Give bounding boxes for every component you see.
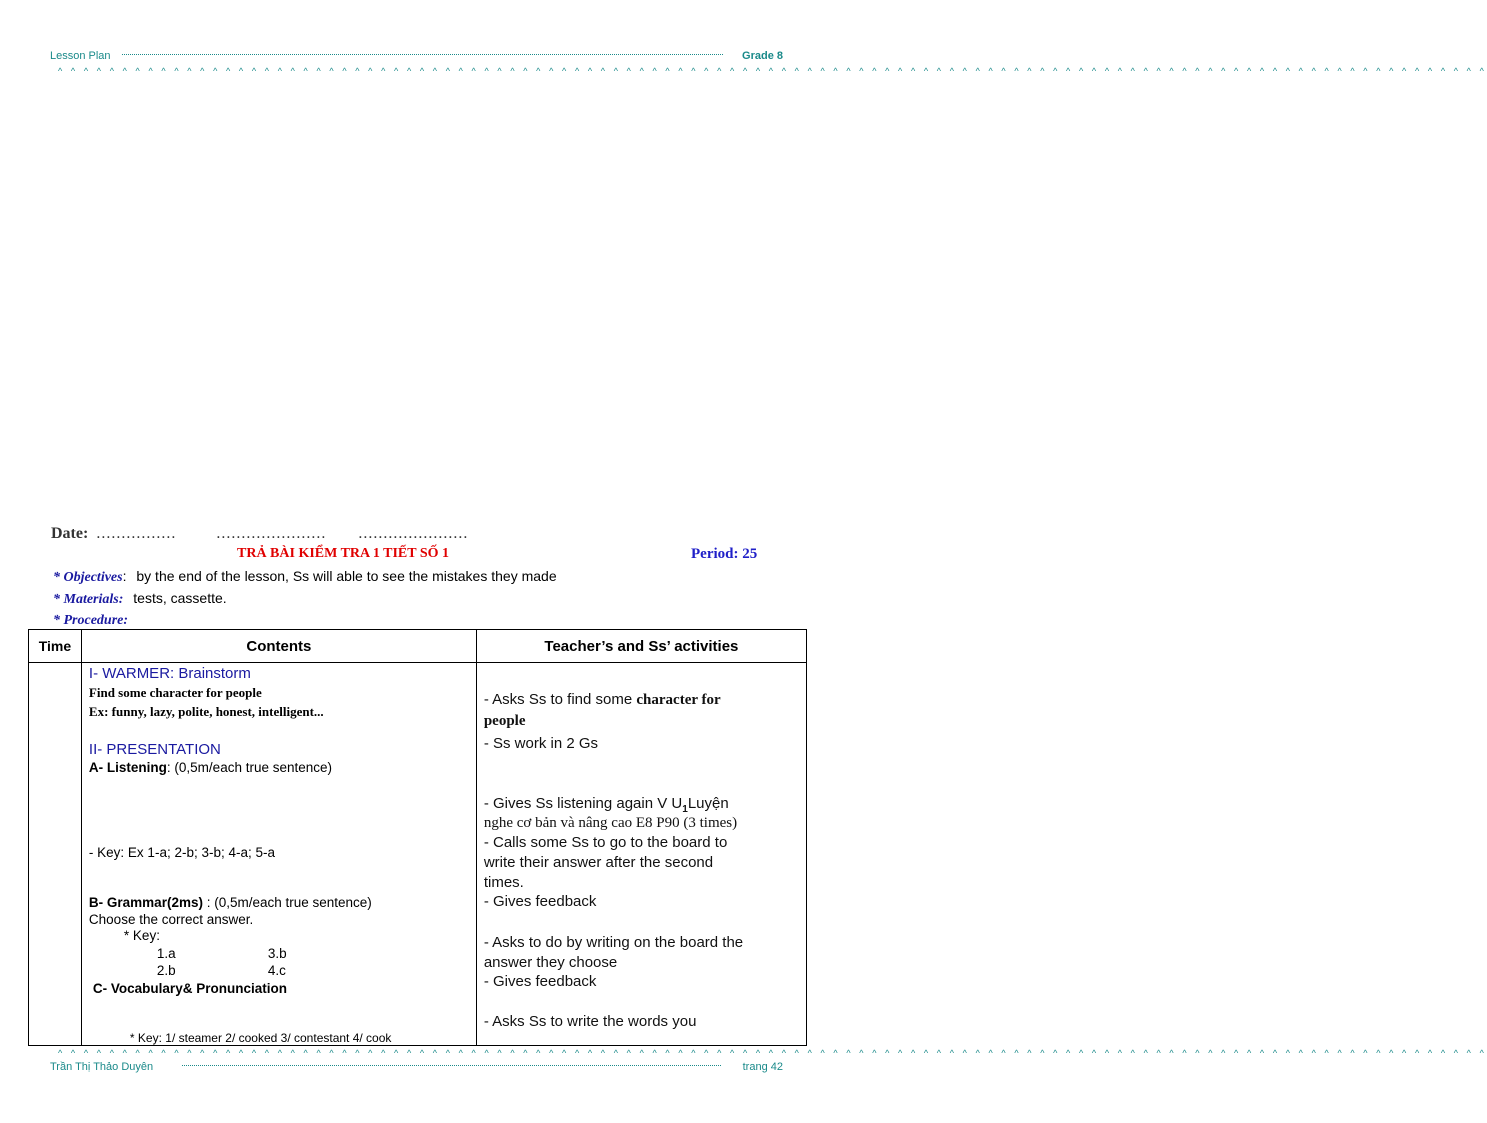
grammar-line (89, 895, 372, 910)
activity-4-cont: write their answer after the second (483, 854, 714, 871)
footer-dotted-leader (182, 1065, 721, 1066)
header-contents: Contents (81, 630, 476, 663)
materials-label: * Materials: (53, 592, 124, 607)
activity-3-cont: nghe cơ bản và nâng cao E8 P90 (3 times) (483, 815, 738, 831)
listening-tail: : (0,5m/each true sentence) (166, 760, 333, 775)
activity-1-cont: people (483, 713, 526, 729)
activity-7: - Gives feedback (483, 973, 597, 990)
activity-1 (484, 691, 721, 709)
date-blank-3: ...................... (358, 525, 469, 542)
grammar-key-label: * Key: (123, 928, 160, 943)
materials-text: tests, cassette. (133, 590, 227, 606)
objectives-line: * Objectives: by the end of the lesson, Ss will able to see the mistakes they made (53, 568, 557, 585)
activity-8: - Asks Ss to write the words you (483, 1013, 697, 1030)
header-border-carets: ^ ^ ^ ^ ^ ^ ^ ^ ^ ^ ^ ^ ^ ^ ^ ^ ^ ^ ^ ^ ^ ^ ^ ^ ^ ^ ^ ^ ^ ^ ^ ^ ^ ^ ^ ^ ^ ^ ^ ^ ^ ^ ^ ^ ^ ^ ^ ^ ^ ^ ^ ^ ^ ^ ^ ^ ^ ^ ^ ^ ^ ^ ^ ^ ^ ^ ^ ^ ^ ^ ^ ^ ^ ^ ^ ^ ^ ^ ^ ^ ^ ^ ^ ^ ^ ^ ^ ^ ^ ^ ^ ^ ^ ^ ^ ^ ^ ^ ^ ^ ^ ^ ^ ^ ^ ^ ^ ^ ^ ^ ^ (58, 66, 1487, 76)
activity-6-cont: answer they choose (483, 954, 618, 971)
procedure-table (28, 629, 807, 1046)
page-header (50, 50, 783, 64)
date-label: Date: (51, 525, 89, 542)
footer-border-carets: ^ ^ ^ ^ ^ ^ ^ ^ ^ ^ ^ ^ ^ ^ ^ ^ ^ ^ ^ ^ ^ ^ ^ ^ ^ ^ ^ ^ ^ ^ ^ ^ ^ ^ ^ ^ ^ ^ ^ ^ ^ ^ ^ ^ ^ ^ ^ ^ ^ ^ ^ ^ ^ ^ ^ ^ ^ ^ ^ ^ ^ ^ ^ ^ ^ ^ ^ ^ ^ ^ ^ ^ ^ ^ ^ ^ ^ ^ ^ ^ ^ ^ ^ ^ ^ ^ ^ ^ ^ ^ ^ ^ ^ ^ ^ ^ ^ ^ ^ ^ ^ ^ ^ ^ ^ ^ ^ ^ ^ ^ ^ (58, 1048, 1487, 1058)
activity-3-sub: 1 (682, 804, 688, 815)
grammar-head: B- Grammar(2ms) (88, 895, 203, 910)
activity-1-bold: character for (636, 692, 721, 708)
listening-line (89, 760, 332, 775)
warmer-example: Ex: funny, lazy, polite, honest, intelligent... (88, 704, 324, 719)
time-cell (29, 663, 82, 1046)
grammar-key-3: 3.b (267, 946, 287, 961)
header-dotted-leader (122, 54, 723, 55)
activity-2: - Ss work in 2 Gs (483, 735, 599, 752)
objectives-label: * Objectives (53, 570, 123, 585)
activities-cell (476, 663, 806, 1046)
listening-key: - Key: Ex 1-a; 2-b; 3-b; 4-a; 5-a (88, 845, 276, 860)
activity-5: - Gives feedback (483, 893, 597, 910)
activity-3-luyen: Luyện (687, 795, 729, 812)
activity-1-text: - Asks Ss to find some (483, 691, 637, 708)
header-left: Lesson Plan (50, 50, 111, 62)
activity-3 (484, 795, 729, 815)
contents-cell (81, 663, 476, 1046)
activity-4: - Calls some Ss to go to the board to (483, 834, 728, 851)
header-right: Grade 8 (742, 50, 783, 62)
lesson-title: TRẢ BÀI KIỂM TRA 1 TIẾT SỐ 1 (237, 546, 450, 561)
activity-3-text: - Gives Ss listening again V U (483, 795, 683, 812)
period-label: Period: 25 (691, 546, 758, 562)
grammar-key-1: 1.a (156, 946, 176, 961)
date-blank-1: ................ (96, 525, 177, 542)
materials-line (53, 590, 227, 608)
footer-left: Trần Thị Thảo Duyên (50, 1061, 154, 1073)
header-activities: Teacher’s and Ss’ activities (476, 630, 806, 663)
grammar-tail: : (0,5m/each true sentence) (202, 895, 372, 910)
presentation-heading: II- PRESENTATION (88, 741, 221, 758)
procedure-label: * Procedure: (53, 613, 129, 628)
header-time: Time (29, 630, 82, 663)
listening-head: A- Listening (88, 760, 167, 775)
page-footer (50, 1061, 783, 1075)
objectives-text: by the end of the lesson, Ss will able to see the mistakes they made (136, 568, 557, 584)
activity-4-end: times. (483, 874, 524, 891)
grammar-key-2: 2.b (156, 963, 176, 978)
vocab-heading: C- Vocabulary& Pronunciation (92, 981, 287, 996)
procedure-line (53, 611, 128, 629)
grammar-key-4: 4.c (267, 963, 286, 978)
warmer-heading: I- WARMER: Brainstorm (88, 665, 251, 682)
footer-page-number: trang 42 (742, 1061, 783, 1073)
date-line (51, 525, 468, 543)
vocab-key: * Key: 1/ steamer 2/ cooked 3/ contestant 4/ cook (129, 1031, 392, 1045)
date-blank-2: ...................... (216, 525, 327, 542)
activity-6: - Asks to do by writing on the board the (483, 934, 744, 951)
grammar-instruction: Choose the correct answer. (88, 912, 254, 927)
warmer-task: Find some character for people (88, 685, 262, 700)
